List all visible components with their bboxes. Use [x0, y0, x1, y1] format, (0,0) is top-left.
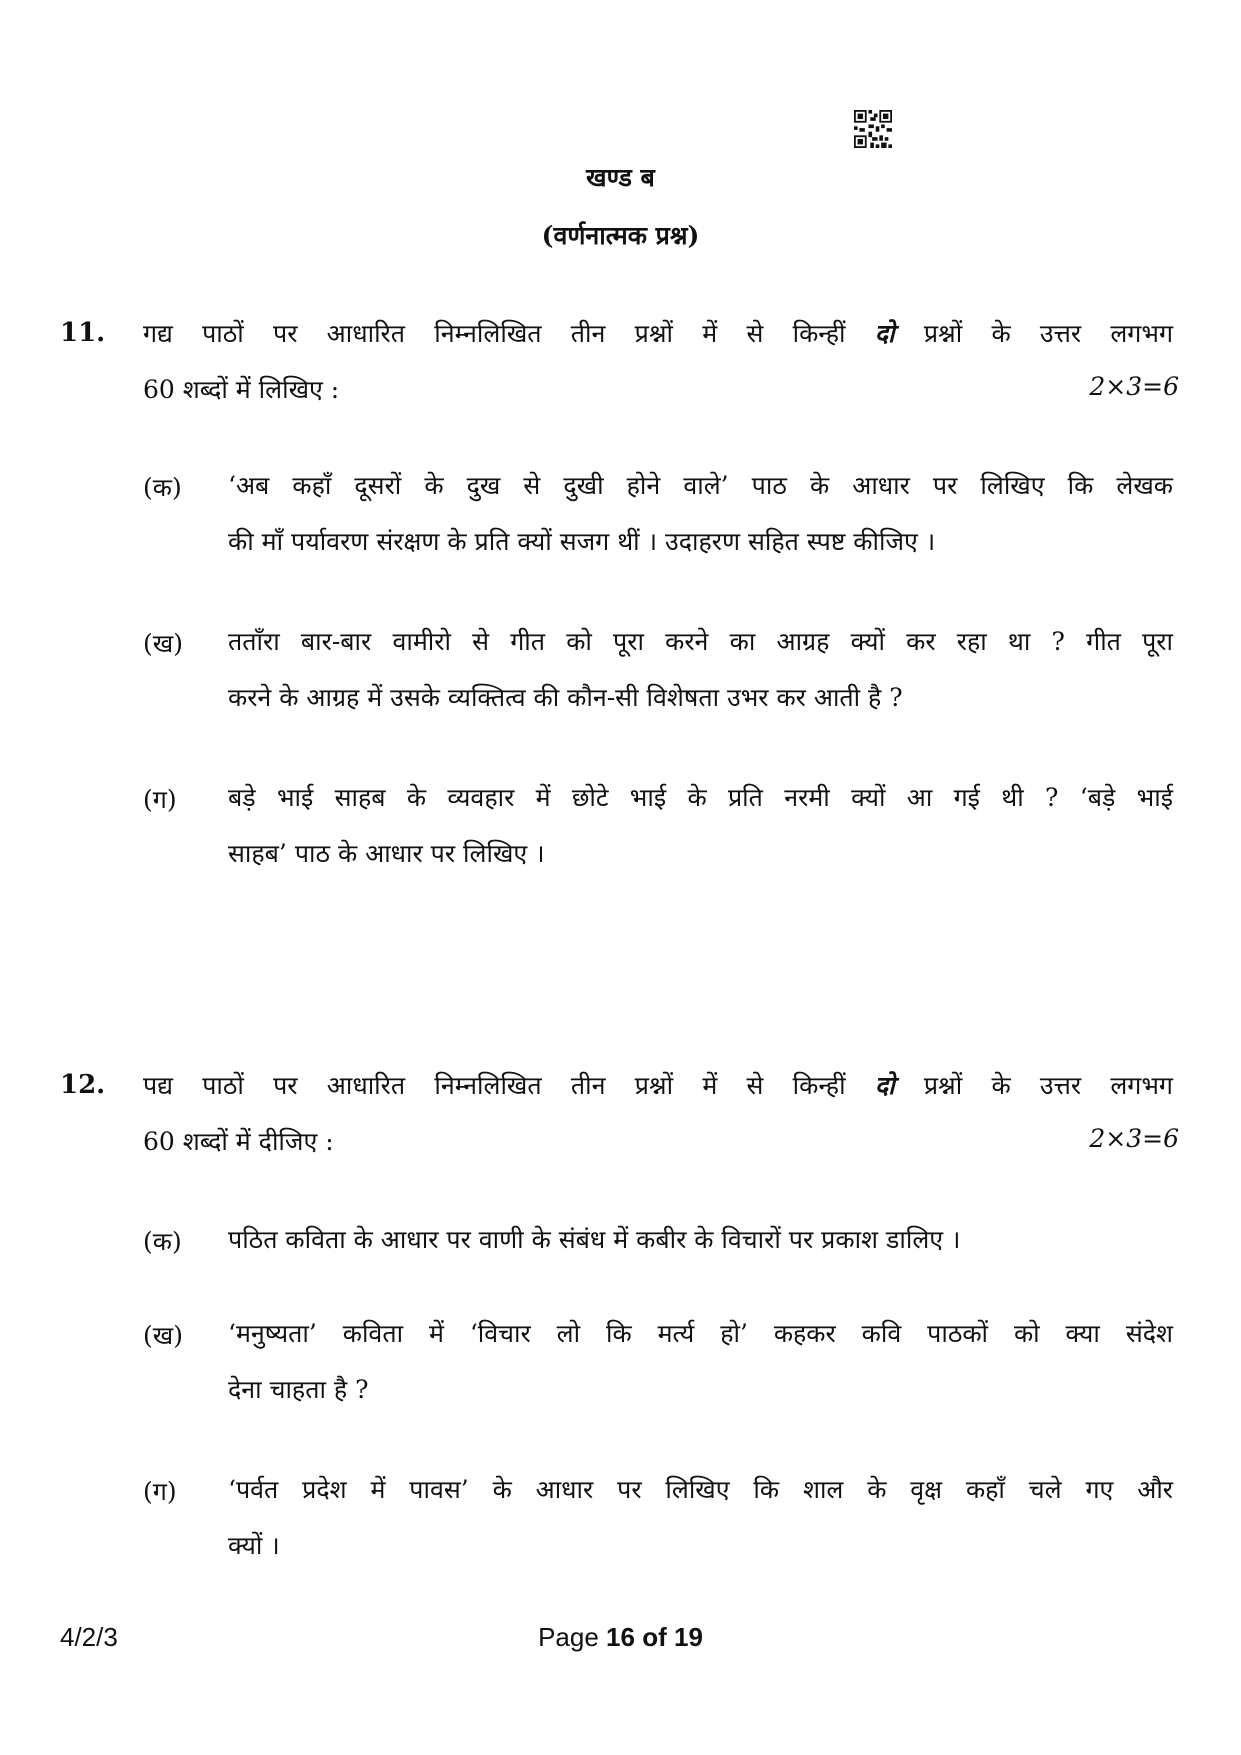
section-subtitle: (वर्णनात्मक प्रश्न): [541, 221, 700, 250]
marks-label: 2×3=6: [1089, 1124, 1179, 1153]
qr-code-icon: [854, 110, 892, 148]
sub-question-line: पठित कविता के आधार पर वाणी के संबंध में कबीर के विचारों पर प्रकाश डालिए ।: [228, 1225, 961, 1254]
sub-question-line: देना चाहता है ?: [228, 1375, 369, 1404]
emphasis-word: दो: [874, 1071, 895, 1100]
question-intro-line1: पद्य पाठों पर आधारित निम्नलिखित तीन प्रश्नों में से किन्हीं दो प्रश्नों के उत्तर लगभग: [143, 1071, 1174, 1100]
sub-question-line: क्यों ।: [228, 1531, 280, 1560]
marks-label: 2×3=6: [1089, 372, 1179, 401]
paper-code: 4/2/3: [60, 1622, 118, 1652]
page-number: Page 16 of 19: [538, 1622, 703, 1652]
question-intro-line1: गद्य पाठों पर आधारित निम्नलिखित तीन प्रश्नों में से किन्हीं दो प्रश्नों के उत्तर लगभग: [143, 319, 1174, 348]
sub-question-label: (ख): [143, 1321, 183, 1350]
sub-question-line: तताँरा बार-बार वामीरो से गीत को पूरा करने का आग्रह क्यों कर रहा था ? गीत पूरा: [228, 627, 1173, 656]
question-number: 12.: [60, 1070, 106, 1100]
emphasis-word: दो: [874, 319, 895, 348]
question-intro-line2: 60 शब्दों में लिखिए :: [143, 375, 340, 404]
sub-question-label: (ग): [143, 1477, 177, 1506]
sub-question-line: ‘मनुष्यता’ कविता में ‘विचार लो कि मर्त्य हो’ कहकर कवि पाठकों को क्या संदेश: [228, 1319, 1173, 1348]
sub-question-label: (ग): [143, 785, 177, 814]
sub-question-line: साहब’ पाठ के आधार पर लिखिए ।: [228, 839, 545, 868]
sub-question-line: की माँ पर्यावरण संरक्षण के प्रति क्यों सजग थीं । उदाहरण सहित स्पष्ट कीजिए ।: [228, 527, 936, 556]
sub-question-line: बड़े भाई साहब के व्यवहार में छोटे भाई के प्रति नरमी क्यों आ गई थी ? ‘बड़े भाई: [228, 783, 1173, 812]
sub-question-label: (क): [143, 473, 182, 502]
question-intro-line2: 60 शब्दों में दीजिए :: [143, 1127, 334, 1156]
sub-question-line: करने के आग्रह में उसके व्यक्तित्व की कौन-सी विशेषता उभर कर आती है ?: [228, 683, 903, 712]
sub-question-label: (ख): [143, 629, 183, 658]
sub-question-line: ‘पर्वत प्रदेश में पावस’ के आधार पर लिखिए कि शाल के वृक्ष कहाँ चले गए और: [228, 1475, 1173, 1504]
sub-question-label: (क): [143, 1227, 182, 1256]
sub-question-line: ‘अब कहाँ दूसरों के दुख से दुखी होने वाले’ पाठ के आधार पर लिखिए कि लेखक: [228, 471, 1173, 500]
section-title: खण्ड ब: [586, 163, 655, 192]
question-number: 11.: [60, 318, 106, 348]
